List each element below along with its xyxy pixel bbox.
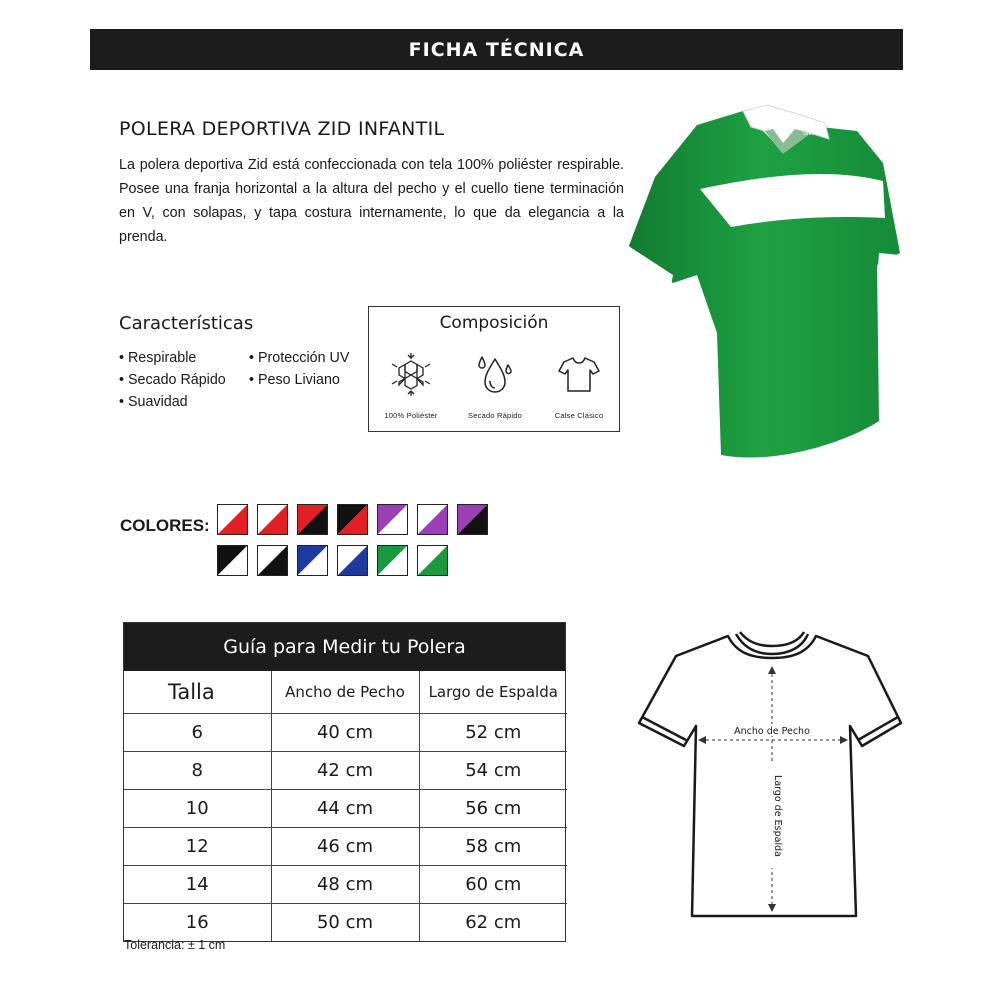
water-drops-icon bbox=[473, 351, 517, 397]
color-swatch[interactable] bbox=[377, 545, 408, 576]
composition-title: Composición bbox=[439, 313, 549, 333]
table-row bbox=[124, 904, 567, 942]
banner-title: FICHA TÉCNICA bbox=[408, 38, 585, 61]
feature-item: • Suavidad bbox=[119, 394, 249, 410]
size-cell: 12 bbox=[124, 828, 271, 866]
table-row bbox=[124, 866, 567, 904]
size-cell: 8 bbox=[124, 752, 271, 790]
chest-cell: 48 cm bbox=[271, 866, 419, 904]
color-swatch[interactable] bbox=[257, 504, 288, 535]
column-header-largo: Largo de Espalda bbox=[419, 671, 567, 714]
feature-item: • Respirable bbox=[119, 350, 249, 366]
tshirt-icon bbox=[556, 351, 602, 397]
color-swatch[interactable] bbox=[457, 504, 488, 535]
length-cell: 52 cm bbox=[419, 714, 567, 752]
chest-width-label: Ancho de Pecho bbox=[734, 726, 810, 737]
features-title: Características bbox=[119, 313, 254, 334]
sizes-table bbox=[124, 671, 567, 941]
composition-item bbox=[369, 351, 453, 420]
tolerance-note: Tolerancia: ± 1 cm bbox=[124, 938, 226, 952]
color-swatch[interactable] bbox=[377, 504, 408, 535]
product-title: POLERA DEPORTIVA ZID INFANTIL bbox=[119, 118, 445, 140]
composition-item bbox=[453, 351, 537, 420]
size-cell: 10 bbox=[124, 790, 271, 828]
size-cell: 14 bbox=[124, 866, 271, 904]
composition-item bbox=[537, 351, 621, 420]
color-swatch[interactable] bbox=[257, 545, 288, 576]
color-swatch[interactable] bbox=[217, 545, 248, 576]
composition-label: 100% Poliéster bbox=[384, 411, 438, 420]
table-row bbox=[124, 828, 567, 866]
length-cell: 60 cm bbox=[419, 866, 567, 904]
table-row bbox=[124, 714, 567, 752]
colors-label: COLORES: bbox=[120, 516, 210, 535]
size-cell: 16 bbox=[124, 904, 271, 942]
feature-item: • Peso Liviano bbox=[249, 372, 369, 388]
chest-cell: 46 cm bbox=[271, 828, 419, 866]
chest-cell: 50 cm bbox=[271, 904, 419, 942]
color-swatches bbox=[217, 504, 497, 584]
color-swatch[interactable] bbox=[337, 545, 368, 576]
chest-cell: 40 cm bbox=[271, 714, 419, 752]
length-cell: 58 cm bbox=[419, 828, 567, 866]
length-cell: 54 cm bbox=[419, 752, 567, 790]
brand-label: SNIX bbox=[803, 130, 818, 137]
length-cell: 56 cm bbox=[419, 790, 567, 828]
composition-label: Calse Clásico bbox=[554, 411, 604, 420]
table-row bbox=[124, 752, 567, 790]
composition-box bbox=[368, 306, 620, 432]
column-header-talla: Talla bbox=[124, 671, 271, 714]
feature-item: • Secado Rápido bbox=[119, 372, 249, 388]
color-swatch[interactable] bbox=[417, 504, 448, 535]
chest-cell: 44 cm bbox=[271, 790, 419, 828]
composition-label: Secado Rápido bbox=[468, 411, 522, 420]
color-swatch[interactable] bbox=[217, 504, 248, 535]
size-cell: 6 bbox=[124, 714, 271, 752]
color-swatch[interactable] bbox=[417, 545, 448, 576]
ficha-tecnica-banner bbox=[90, 29, 903, 70]
green-polo-shirt-image bbox=[625, 103, 905, 463]
table-header-row bbox=[124, 671, 567, 714]
snowflake-hexagon-icon bbox=[389, 351, 433, 397]
features-list bbox=[119, 350, 369, 410]
table-row bbox=[124, 790, 567, 828]
measurement-shirt-diagram bbox=[636, 628, 906, 928]
color-swatch[interactable] bbox=[297, 504, 328, 535]
column-header-ancho: Ancho de Pecho bbox=[271, 671, 419, 714]
product-description: La polera deportiva Zid está confeccionada con tela 100% poliéster respirable. Posee una franja horizontal a la altura del pecho y el cuello tiene terminación en V, con solapas, y tapa costura internamente, lo que da elegancia a la prenda. bbox=[119, 157, 624, 245]
color-swatch[interactable] bbox=[337, 504, 368, 535]
size-guide-table bbox=[123, 622, 566, 942]
length-cell: 62 cm bbox=[419, 904, 567, 942]
color-swatch[interactable] bbox=[297, 545, 328, 576]
back-length-label: Largo de Espalda bbox=[772, 775, 783, 857]
size-guide-title: Guía para Medir tu Polera bbox=[124, 623, 565, 671]
feature-item: • Protección UV bbox=[249, 350, 369, 366]
chest-cell: 42 cm bbox=[271, 752, 419, 790]
